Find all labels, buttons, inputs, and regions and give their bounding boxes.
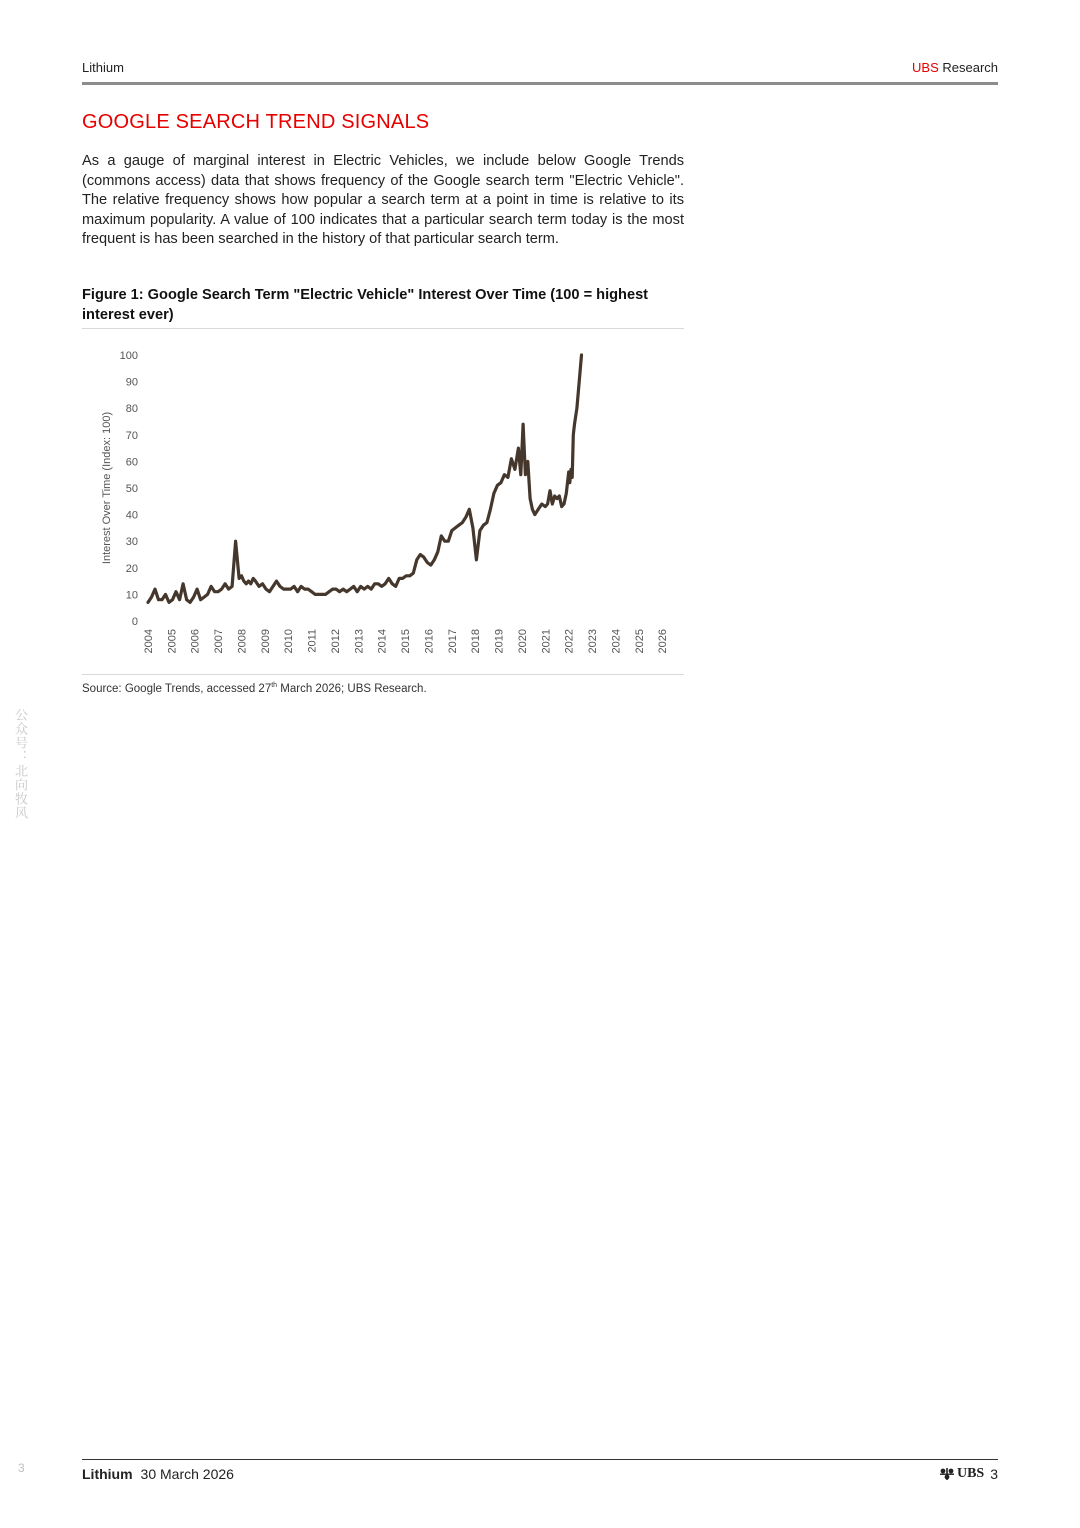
y-tick-label: 20 <box>125 562 138 575</box>
x-tick-label: 2023 <box>587 629 600 654</box>
x-tick-label: 2007 <box>213 629 226 654</box>
x-tick-label: 2011 <box>306 629 319 653</box>
y-tick-label: 50 <box>125 483 138 495</box>
header-divider <box>82 82 998 85</box>
x-tick-label: 2017 <box>446 629 459 654</box>
running-header-title: Lithium <box>82 60 124 75</box>
y-tick-label: 0 <box>131 616 138 628</box>
margin-page-number: 3 <box>18 1461 25 1475</box>
x-tick-label: 2004 <box>143 629 155 654</box>
y-tick-label: 90 <box>125 376 138 389</box>
y-tick-label: 80 <box>125 403 138 416</box>
series-line <box>148 355 582 602</box>
footer-title: Lithium <box>82 1466 133 1482</box>
x-tick-label: 2010 <box>283 629 296 654</box>
ubs-logo-text: UBS <box>956 1466 985 1481</box>
footer-left <box>82 1466 234 1482</box>
y-axis-ticks <box>120 350 138 628</box>
source-superscript: th <box>271 682 278 689</box>
watermark: 公众号：北向牧风 <box>12 708 27 820</box>
x-axis-ticks <box>143 629 669 653</box>
figure-bottom-rule <box>82 674 684 675</box>
y-tick-label: 10 <box>125 589 138 602</box>
x-tick-label: 2006 <box>189 629 202 654</box>
y-tick-label: 30 <box>125 536 138 549</box>
x-tick-label: 2005 <box>166 629 179 654</box>
figure-top-rule <box>82 328 684 329</box>
figure-title: Figure 1: Google Search Term "Electric Vehicle" Interest Over Time (100 = highest interest ever) <box>82 287 649 323</box>
x-tick-label: 2018 <box>470 629 483 654</box>
ubs-logo <box>939 1466 984 1482</box>
x-tick-label: 2021 <box>540 629 553 654</box>
source-note <box>82 682 427 695</box>
x-tick-label: 2016 <box>423 629 436 654</box>
footer-divider <box>82 1459 998 1460</box>
section-title: GOOGLE SEARCH TREND SIGNALS <box>82 111 430 133</box>
x-tick-label: 2024 <box>610 629 623 654</box>
footer-page-number: 3 <box>990 1466 998 1482</box>
y-axis-label: Interest Over Time (Index: 100) <box>101 411 113 565</box>
x-tick-label: 2025 <box>633 629 646 654</box>
x-tick-label: 2026 <box>657 629 670 654</box>
line-chart <box>82 330 684 672</box>
brand-name: UBS <box>912 60 939 75</box>
x-tick-label: 2015 <box>400 629 413 654</box>
footer-date: 30 March 2026 <box>140 1466 234 1482</box>
y-tick-label: 40 <box>125 509 138 522</box>
x-tick-label: 2019 <box>493 629 506 654</box>
x-tick-label: 2020 <box>516 629 529 654</box>
x-tick-label: 2009 <box>259 629 272 654</box>
y-tick-label: 60 <box>125 456 138 469</box>
y-tick-label: 100 <box>119 350 138 362</box>
x-tick-label: 2022 <box>563 629 576 654</box>
ubs-keys-icon <box>939 1467 955 1481</box>
y-tick-label: 70 <box>125 429 138 442</box>
x-tick-label: 2012 <box>329 629 342 654</box>
running-header-brand <box>912 60 998 75</box>
footer-right <box>939 1466 998 1482</box>
source-text-end: March 2026; UBS Research. <box>277 682 427 695</box>
source-text: Source: Google Trends, accessed 27 <box>82 682 272 695</box>
body-paragraph: As a gauge of marginal interest in Electric Vehicles, we include below Google Trends (commons access) data that shows frequency of the Google search term "Electric Vehicle". The relative frequency shows how popular a search term at a point in time is relative to its maximum popularity. A value of 100 indicates that a particular search term today is the most frequent is has been searched in the history of that particular search term. <box>82 153 684 248</box>
x-tick-label: 2014 <box>376 629 389 654</box>
x-tick-label: 2008 <box>236 629 249 654</box>
brand-suffix: Research <box>938 60 998 75</box>
x-tick-label: 2013 <box>353 629 366 654</box>
